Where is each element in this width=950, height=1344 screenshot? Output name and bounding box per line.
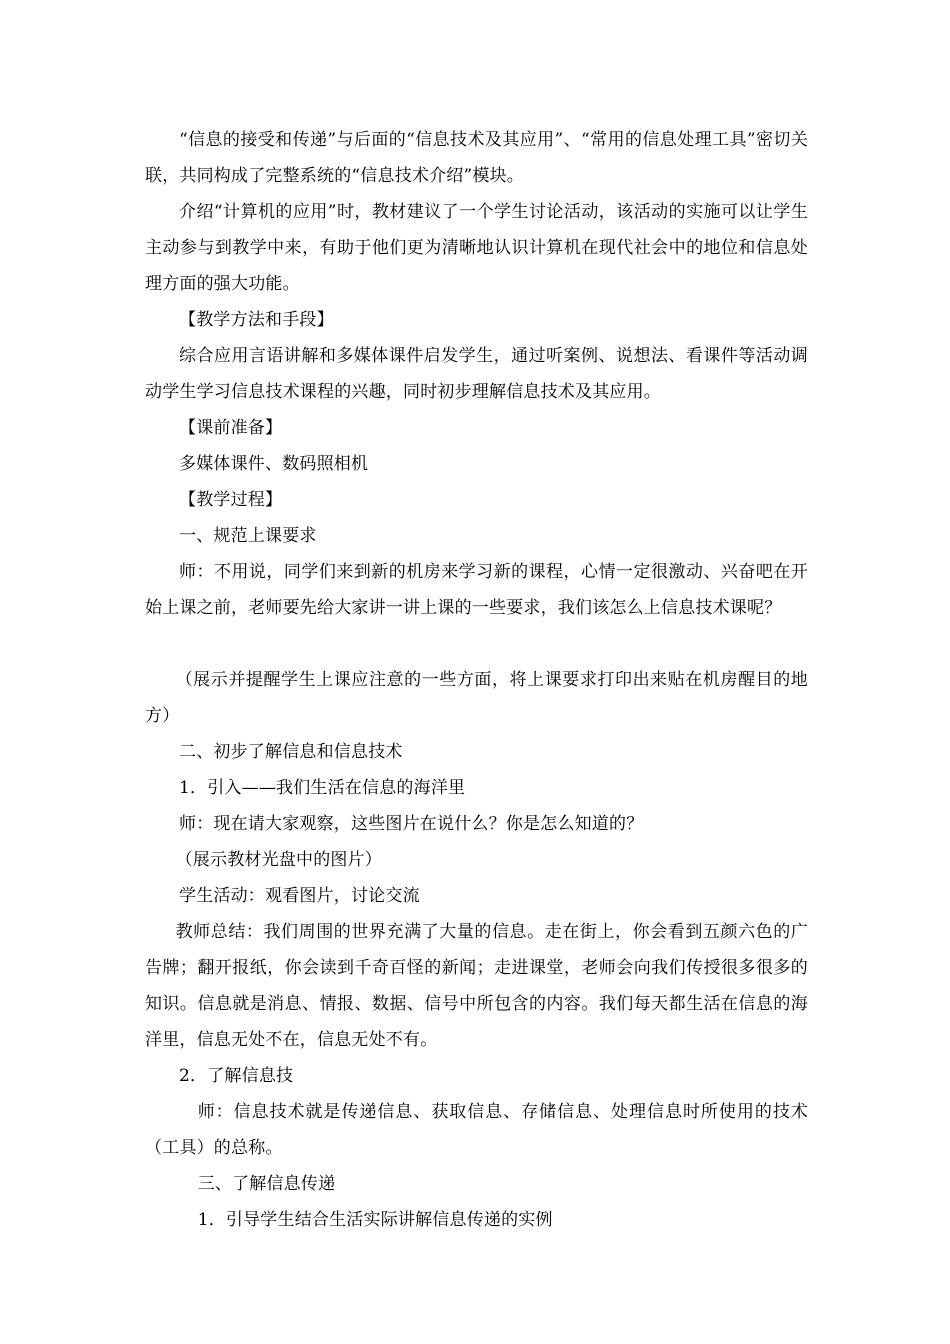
- heading-teaching-methods: 【教学方法和手段】: [179, 310, 334, 330]
- heading-section-two: 二、初步了解信息和信息技术: [179, 742, 403, 762]
- heading-intro-ocean: 1．引入——我们生活在信息的海洋里: [179, 778, 466, 798]
- paragraph-teaching-methods: 综合应用言语讲解和多媒体课件启发学生，通过听案例、说想法、看课件等活动调动学生学习信息技术课程的兴趣，同时初步理解信息技术及其应用。: [145, 346, 808, 402]
- paragraph-student-activity: 学生活动：观看图片，讨论交流: [179, 886, 420, 906]
- paragraph-module-relation: “信息的接受和传递”与后面的“信息技术及其应用”、“常用的信息处理工具”密切关联，共同构成了完整系统的“信息技术介绍”模块。: [145, 130, 808, 186]
- heading-understand-it: 2．了解信息技: [179, 1066, 294, 1086]
- paragraph-it-definition: 师：信息技术就是传递信息、获取信息、存储信息、处理信息时所使用的技术（工具）的总称。: [145, 1102, 808, 1158]
- heading-guide-examples: 1．引导学生结合生活实际讲解信息传递的实例: [197, 1210, 553, 1230]
- paragraph-teacher-requirements: 师：不用说，同学们来到新的机房来学习新的课程，心情一定很激动、兴奋吧在开始上课之前，老师要先给大家讲一讲上课的一些要求，我们该怎么上信息技术课呢？: [145, 562, 808, 618]
- paragraph-teacher-question: 师：现在请大家观察，这些图片在说什么？你是怎么知道的？: [179, 814, 644, 834]
- paragraph-computer-application: 介绍“计算机的应用”时，教材建议了一个学生讨论活动，该活动的实施可以让学生主动参与到教学中来，有助于他们更为清晰地认识计算机在现代社会中的地位和信息处理方面的强大功能。: [145, 202, 808, 294]
- heading-teaching-process: 【教学过程】: [179, 490, 283, 510]
- paragraph-teacher-summary: 教师总结：我们周围的世界充满了大量的信息。走在街上，你会看到五颜六色的广告牌；翻开报纸，你会读到千奇百怪的新闻；走进课堂，老师会向我们传授很多很多的知识。信息就是消息、情报、数据、信号中所包含的内容。我们每天都生活在信息的海洋里，信息无处不在，信息无处不有。: [145, 922, 808, 1050]
- paragraph-show-pictures: （展示教材光盘中的图片）: [175, 850, 382, 870]
- heading-section-one: 一、规范上课要求: [179, 526, 317, 546]
- paragraph-show-requirements: （展示并提醒学生上课应注意的一些方面，将上课要求打印出来贴在机房醒目的地方）: [145, 670, 808, 726]
- paragraph-preparation: 多媒体课件、数码照相机: [179, 454, 369, 474]
- heading-section-three: 三、了解信息传递: [197, 1174, 336, 1194]
- heading-preparation: 【课前准备】: [179, 418, 283, 438]
